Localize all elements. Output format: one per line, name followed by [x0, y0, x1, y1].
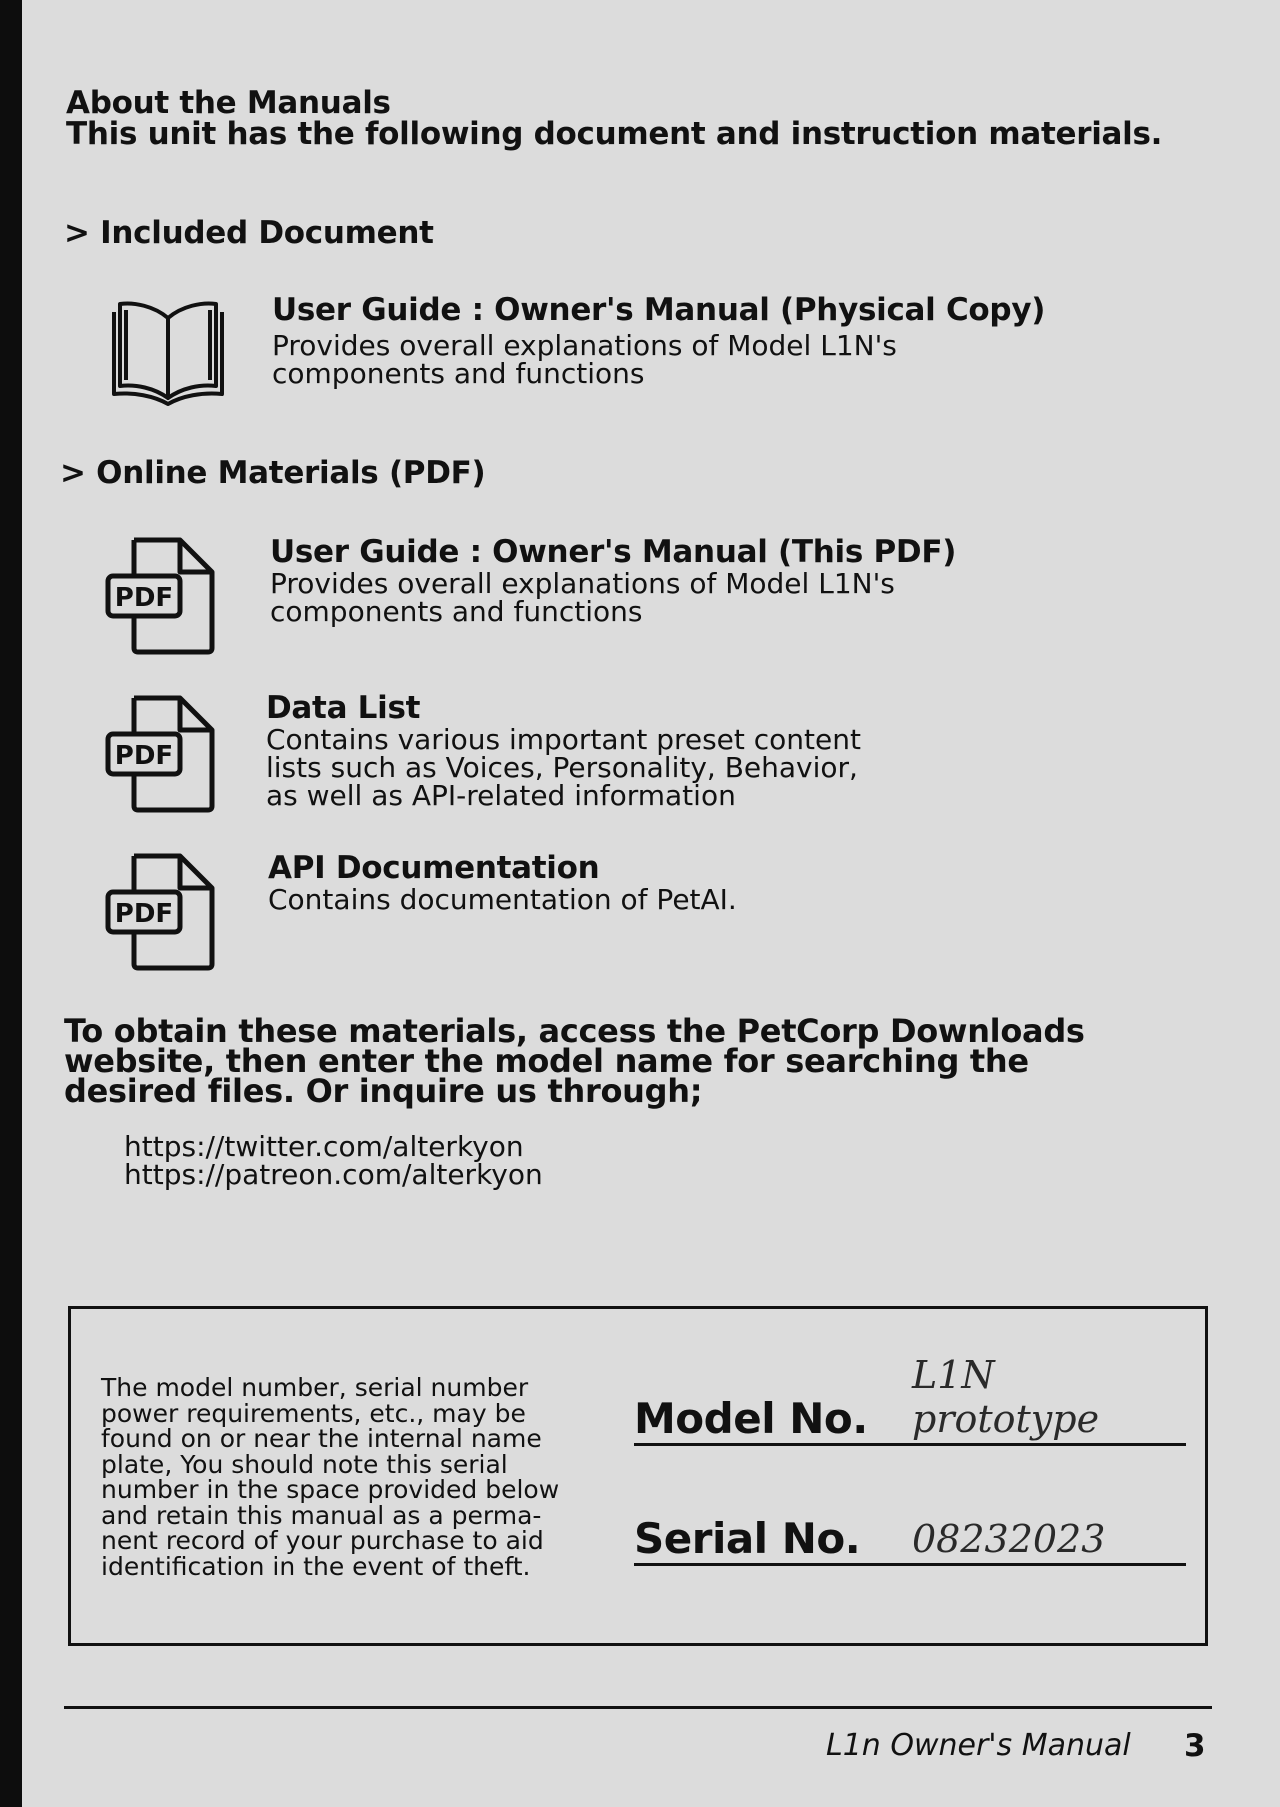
included-item [272, 292, 1045, 388]
doc-description: Provides overall explanations of Model L1N's components and functions [270, 567, 895, 628]
doc-description: Contains documentation of PetAI. [268, 883, 737, 916]
online-section-heading: > Online Materials (PDF) [60, 455, 486, 491]
purchase-record-box [68, 1306, 1208, 1646]
doc-title: API Documentation [268, 850, 600, 886]
patreon-link[interactable]: https://patreon.com/alterkyon [124, 1158, 543, 1191]
page-spine [0, 0, 22, 1807]
serial-number-label: Serial No. [634, 1514, 861, 1563]
pdf-file-icon [104, 536, 216, 660]
record-instructions: The model number, serial number power requirements, etc., may be found on or near the internal name plate, You should note this serial number in the space provided below and retain this manual as a perma- nent record of your purchase to aid identification in the event of theft. [101, 1373, 560, 1581]
twitter-link[interactable]: https://twitter.com/alterkyon [124, 1130, 524, 1163]
book-icon [106, 296, 230, 410]
pdf-icon-label: PDF [114, 741, 174, 771]
footer-title: L1n Owner's Manual [826, 1728, 1131, 1763]
pdf-icon-label: PDF [114, 583, 174, 613]
model-number-field [634, 1353, 1186, 1446]
doc-title: Data List [266, 690, 421, 726]
included-section-heading: > Included Document [64, 215, 434, 251]
online-item [266, 690, 861, 810]
pdf-file-icon [104, 694, 216, 818]
serial-number-value: 08232023 [912, 1517, 1106, 1561]
pdf-icon-label: PDF [114, 899, 174, 929]
pdf-file-icon [104, 852, 216, 976]
doc-title: User Guide : Owner's Manual (Physical Copy) [272, 292, 1046, 328]
doc-description: Provides overall explanations of Model L1N's components and functions [272, 329, 897, 390]
contact-links [124, 1130, 543, 1191]
online-item [268, 850, 737, 914]
intro [66, 85, 1163, 152]
intro-subheading: This unit has the following document and instruction materials. [66, 116, 1163, 152]
access-notice: To obtain these materials, access the PetCorp Downloads website, then enter the model name for searching the desired files. Or inquire us through; [64, 1012, 1085, 1110]
serial-number-field [634, 1503, 1186, 1566]
model-number-value: L1N prototype [912, 1353, 1100, 1441]
page-number: 3 [1184, 1728, 1206, 1764]
online-item [270, 534, 956, 626]
footer-divider [64, 1706, 1212, 1709]
model-number-label: Model No. [634, 1394, 868, 1443]
doc-title: User Guide : Owner's Manual (This PDF) [270, 534, 957, 570]
intro-heading: About the Manuals [66, 85, 391, 121]
doc-description: Contains various important preset content lists such as Voices, Personality, Behavior, as well as API-related information [266, 723, 861, 812]
